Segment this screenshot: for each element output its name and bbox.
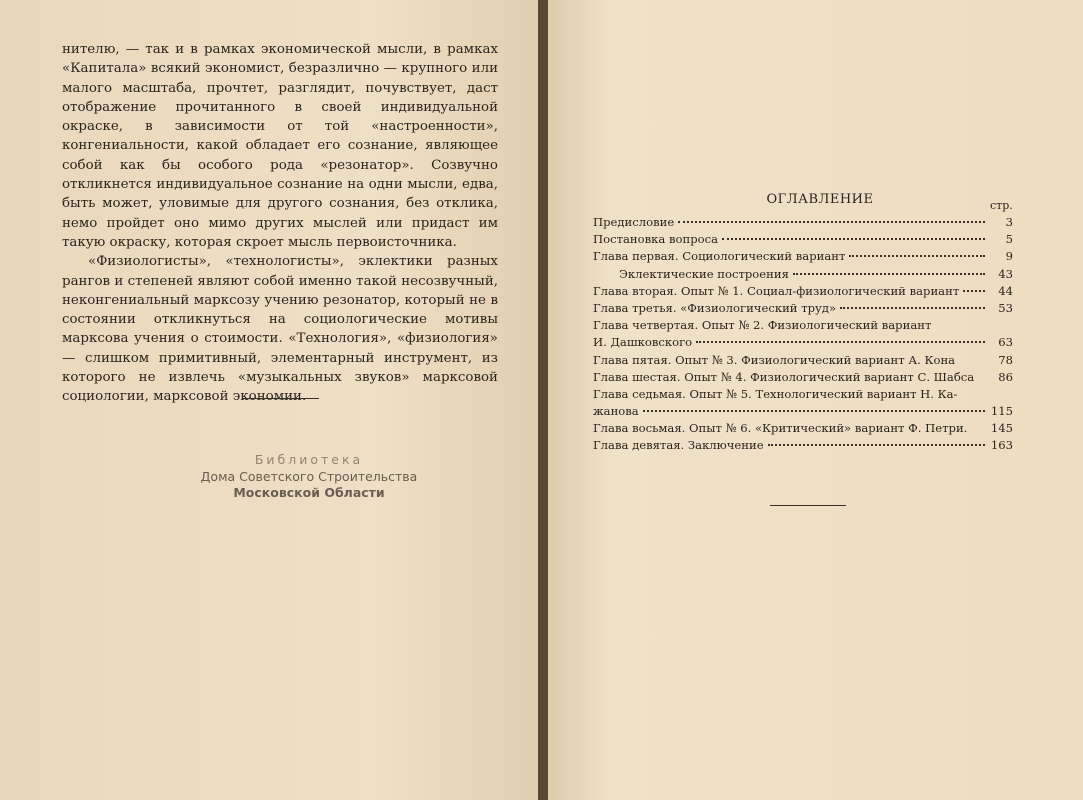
toc-entry: Глава седьмая. Опыт № 5. Технологический вариант Н. Ка- [593, 386, 958, 401]
toc-entry: Постановка вопроса 5 [593, 232, 1013, 247]
toc-entry: Глава четвертая. Опыт № 2. Физиологический вариант [593, 318, 932, 333]
toc-entry: жанова 115 [593, 404, 1013, 419]
table-of-contents [593, 215, 1013, 456]
toc-entry: Эклектические построения 43 [619, 266, 1013, 281]
left-page [0, 0, 540, 800]
stamp-line: Библиотека [254, 452, 364, 467]
toc-entry: Глава третья. «Физиологический труд» 53 [593, 300, 1013, 315]
stamp-line: Московской Области [233, 485, 385, 500]
toc-entry: Глава восьмая. Опыт № 6. «Критический» вариант Ф. Петри. 145 [593, 421, 1013, 436]
toc-entry: Глава вторая. Опыт № 1. Социал-физиологический вариант 44 [593, 283, 1013, 298]
toc-entry: Глава первая. Социологический вариант 9 [593, 249, 1013, 264]
toc-entry: Глава девятая. Заключение 163 [593, 438, 1013, 453]
toc-entry: Глава пятая. Опыт № 3. Физиологический вариант А. Кона 78 [593, 352, 1013, 367]
toc-entry: Предисловие 3 [593, 215, 1013, 229]
paragraph: нителю, — так и в рамках экономической мысли, в рамках «Капитала» всякий экономист, безразлично — крупного или малого масштаба, прочтет, разглядит, почувствует, даст отображение прочитанного в своей индивидуальной окраске, в зависимости от той «настроенности», конгениальности, какой обладает его сознание, являющее собой как бы особого рода «резонатор». Созвучно откликнется индивидуальное сознание на одни мысли, едва, быть может, уловимые для другого сознания, без отклика, немо пройдет оно мимо других мыслей или придаст им такую окраску, которая скроет мысль первоисточника. [62, 42, 498, 250]
toc-entry: Глава шестая. Опыт № 4. Физиологический вариант С. Шабса 86 [593, 369, 1013, 384]
paragraph: «Физиологисты», «технологисты», эклектики разных рангов и степеней являют собой именно такой несозвучный, неконгениальный марксозу учению резонатор, который не в состоянии откликнуться на социологические мотивы марксова учения о стоимости. «Технология», «физиология» — слишком примитивный, элементарный инструмент, из которого не извлечь «музыкальных звуков» марксовой социологии, марксовой экономии. [62, 254, 498, 405]
toc-heading: ОГЛАВЛЕНИЕ [766, 192, 874, 207]
library-stamp [194, 452, 424, 502]
section-divider [243, 398, 319, 399]
toc-page-column-label: стр. [990, 199, 1013, 212]
toc-entry: И. Дашковского 63 [593, 335, 1013, 350]
section-divider [770, 505, 846, 506]
left-page-text [62, 40, 498, 407]
stamp-line: Дома Советского Строительства [200, 468, 418, 484]
